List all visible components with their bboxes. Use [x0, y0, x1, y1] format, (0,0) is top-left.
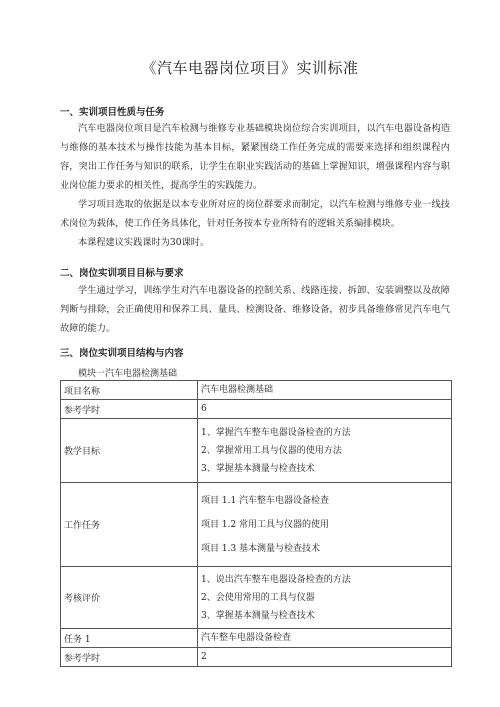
- table-value-line: 2、掌握常用工具与仪器的使用方法: [201, 445, 342, 456]
- table-value-line: 3、掌握基本测量与检查技术: [201, 610, 315, 621]
- table-key-cell: 任务 1: [61, 629, 198, 648]
- table-row: [61, 381, 452, 400]
- section-heading-structure: 三、岗位实训项目结构与内容: [60, 348, 184, 359]
- table-value-cell: [198, 400, 452, 419]
- table-row: [61, 648, 452, 667]
- table-row: [61, 629, 452, 648]
- table-row: [61, 483, 452, 567]
- table-value-line: 3、掌握基本测量与检查技术: [201, 463, 315, 474]
- table-key-cell: 工作任务: [61, 483, 198, 567]
- table-key-cell: 参考学时: [61, 648, 198, 667]
- table-value-line: 2、会使用常用的工具与仪器: [201, 592, 315, 603]
- table-value-cell: [198, 567, 452, 629]
- table-caption: 模块一汽车电器检测基础: [78, 369, 178, 379]
- table-key-cell: 教学目标: [61, 419, 198, 483]
- table-value-cell: [198, 419, 452, 483]
- table-row: [61, 400, 452, 419]
- table-key-cell: 参考学时: [61, 400, 198, 419]
- paragraph-goals: 学生通过学习，训练学生对汽车电器设备的控制关系、线路连接、拆卸、安装调整以及故障判断与排除，会正确使用和保养工具、量具、检测设备、维修设备，初步具备维修常见汽车电气故障的能力。: [60, 285, 450, 334]
- module-table: [60, 380, 452, 667]
- table-key-cell: 考核评价: [61, 567, 198, 629]
- section-heading-nature: 一、实训项目性质与任务: [60, 107, 165, 118]
- table-value-line: 汽车整车电器设备检查: [201, 633, 292, 643]
- table-value-cell: [198, 483, 452, 567]
- table-value-line: 1、说出汽车整车电器设备检查的方法: [201, 574, 351, 585]
- table-value-line: 1、掌握汽车整车电器设备检查的方法: [201, 427, 351, 438]
- document-title: 《汽车电器岗位项目》实训标准: [141, 59, 359, 77]
- table-value-line: 项目 1.3 基本测量与检查技术: [201, 543, 321, 554]
- table-value-line: 6: [201, 404, 207, 414]
- table-value-line: 项目 1.1 汽车整车电器设备检查: [201, 495, 330, 506]
- paragraph-nature-2: 学习项目选取的依据是以本专业所对应的岗位群要求而制定，以汽车检测与维修专业一线技术岗位为载体，使工作任务具体化，针对任务按本专业所特有的逻辑关系编排模块。: [60, 199, 450, 229]
- table-key-cell: 项目名称: [61, 381, 198, 400]
- table-value-line: 2: [201, 652, 207, 662]
- section-heading-goals: 二、岗位实训项目目标与要求: [60, 268, 184, 279]
- table-value-line: 项目 1.2 常用工具与仪器的使用: [201, 519, 330, 530]
- paragraph-nature-1: 汽车电器岗位项目是汽车检测与维修专业基础模块岗位综合实训项目，以汽车电器设备构造与维修的基本技术与操作技能为基本目标，紧紧围绕工作任务完成的需要来选择和组织课程内容，突出工作任务与知识的联系，让学生在职业实践活动的基础上掌握知识，增强课程内容与职业岗位能力要求的相关性，提高学生的实践能力。: [60, 123, 450, 191]
- table-row: [61, 567, 452, 629]
- table-value-cell: [198, 648, 452, 667]
- table-value-cell: [198, 381, 452, 400]
- table-value-line: 汽车电器检测基础: [201, 385, 274, 395]
- table-value-cell: [198, 629, 452, 648]
- table-row: [61, 419, 452, 483]
- paragraph-nature-3: 本课程建议实践课时为30课时。: [78, 237, 210, 248]
